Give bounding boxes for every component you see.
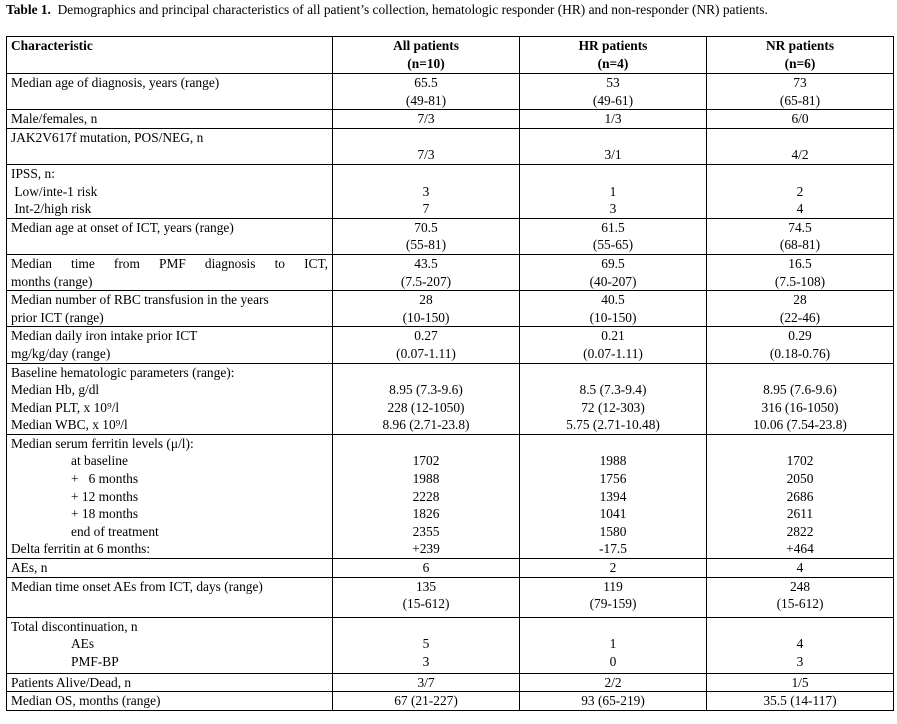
cell-nr: 35.5 (14-117) [707, 692, 894, 711]
cell-hr: 69.5 (40-207) [520, 254, 707, 290]
demographics-table [6, 36, 894, 711]
cell-nr: 16.5 (7.5-108) [707, 254, 894, 290]
cell-nr: 4 3 [707, 617, 894, 673]
cell-nr: 0.29 (0.18-0.76) [707, 327, 894, 363]
table-caption [6, 2, 894, 17]
cell-nr: 4 [707, 559, 894, 578]
row-label: Male/females, n [7, 110, 333, 129]
table-row [7, 254, 894, 290]
caption-text: Demographics and principal characteristics of all patient’s collection, hematologic responder (HR) and non-responder (NR) patients. [57, 2, 768, 17]
cell-hr: 1 3 [520, 164, 707, 218]
row-label: Median daily iron intake prior ICT mg/kg/day (range) [7, 327, 333, 363]
cell-all: 70.5 (55-81) [333, 218, 520, 254]
row-label: JAK2V617f mutation, POS/NEG, n [7, 128, 333, 164]
cell-nr: 1/5 [707, 673, 894, 692]
cell-all: 5 3 [333, 617, 520, 673]
cell-all: 1702 1988 2228 1826 2355 +239 [333, 434, 520, 558]
cell-all: 3/7 [333, 673, 520, 692]
row-label: Median number of RBC transfusion in the years prior ICT (range) [7, 291, 333, 327]
cell-hr: 2 [520, 559, 707, 578]
cell-hr: 53 (49-61) [520, 74, 707, 110]
cell-hr: 93 (65-219) [520, 692, 707, 711]
cell-all: 43.5 (7.5-207) [333, 254, 520, 290]
table-row [7, 577, 894, 617]
cell-hr: 3/1 [520, 128, 707, 164]
table-row [7, 74, 894, 110]
cell-all: 7/3 [333, 110, 520, 129]
cell-all: 7/3 [333, 128, 520, 164]
row-label: Median OS, months (range) [7, 692, 333, 711]
cell-hr: 2/2 [520, 673, 707, 692]
cell-all: 0.27 (0.07-1.11) [333, 327, 520, 363]
cell-nr: 73 (65-81) [707, 74, 894, 110]
cell-all: 135 (15-612) [333, 577, 520, 617]
header-row [7, 37, 894, 74]
cell-all: 3 7 [333, 164, 520, 218]
cell-hr: 8.5 (7.3-9.4) 72 (12-303) 5.75 (2.71-10.48) [520, 363, 707, 434]
cell-all: 67 (21-227) [333, 692, 520, 711]
cell-all: 28 (10-150) [333, 291, 520, 327]
header-nr-patients: NR patients (n=6) [707, 37, 894, 74]
cell-nr: 28 (22-46) [707, 291, 894, 327]
cell-nr: 248 (15-612) [707, 577, 894, 617]
row-label: Patients Alive/Dead, n [7, 673, 333, 692]
cell-nr: 4/2 [707, 128, 894, 164]
table-row [7, 434, 894, 558]
cell-hr: 1/3 [520, 110, 707, 129]
row-label: Median time onset AEs from ICT, days (range) [7, 577, 333, 617]
table-row [7, 617, 894, 673]
row-label: Baseline hematologic parameters (range): Median Hb, g/dl Median PLT, x 10⁹/l Median WBC, x 10⁹/l [7, 363, 333, 434]
header-characteristic: Characteristic [7, 37, 333, 74]
row-label: Total discontinuation, n AEs PMF-BP [7, 617, 333, 673]
row-label: Median age at onset of ICT, years (range) [7, 218, 333, 254]
row-label: AEs, n [7, 559, 333, 578]
header-hr-patients: HR patients (n=4) [520, 37, 707, 74]
row-label: IPSS, n: Low/inte-1 risk Int-2/high risk [7, 164, 333, 218]
cell-hr: 1988 1756 1394 1041 1580 -17.5 [520, 434, 707, 558]
table-label: Table 1. [6, 2, 51, 17]
table-row [7, 363, 894, 434]
cell-nr: 1702 2050 2686 2611 2822 +464 [707, 434, 894, 558]
table-row [7, 692, 894, 711]
header-all-patients: All patients (n=10) [333, 37, 520, 74]
table-row [7, 327, 894, 363]
cell-hr: 119 (79-159) [520, 577, 707, 617]
cell-all: 6 [333, 559, 520, 578]
cell-all: 65.5 (49-81) [333, 74, 520, 110]
row-label: Median time from PMF diagnosis to ICT, months (range) [7, 254, 333, 290]
cell-all: 8.95 (7.3-9.6) 228 (12-1050) 8.96 (2.71-23.8) [333, 363, 520, 434]
row-label: Median age of diagnosis, years (range) [7, 74, 333, 110]
cell-nr: 6/0 [707, 110, 894, 129]
table-row [7, 110, 894, 129]
table-row [7, 218, 894, 254]
table-row [7, 559, 894, 578]
table-row [7, 128, 894, 164]
table-row [7, 291, 894, 327]
cell-hr: 0.21 (0.07-1.11) [520, 327, 707, 363]
row-label: Median serum ferritin levels (μ/l): at baseline + 6 months + 12 months + 18 months end of treatment Delta ferritin at 6 months: [7, 434, 333, 558]
cell-nr: 74.5 (68-81) [707, 218, 894, 254]
cell-hr: 40.5 (10-150) [520, 291, 707, 327]
cell-nr: 2 4 [707, 164, 894, 218]
cell-hr: 1 0 [520, 617, 707, 673]
table-row [7, 673, 894, 692]
table-row [7, 164, 894, 218]
cell-hr: 61.5 (55-65) [520, 218, 707, 254]
cell-nr: 8.95 (7.6-9.6) 316 (16-1050) 10.06 (7.54-23.8) [707, 363, 894, 434]
